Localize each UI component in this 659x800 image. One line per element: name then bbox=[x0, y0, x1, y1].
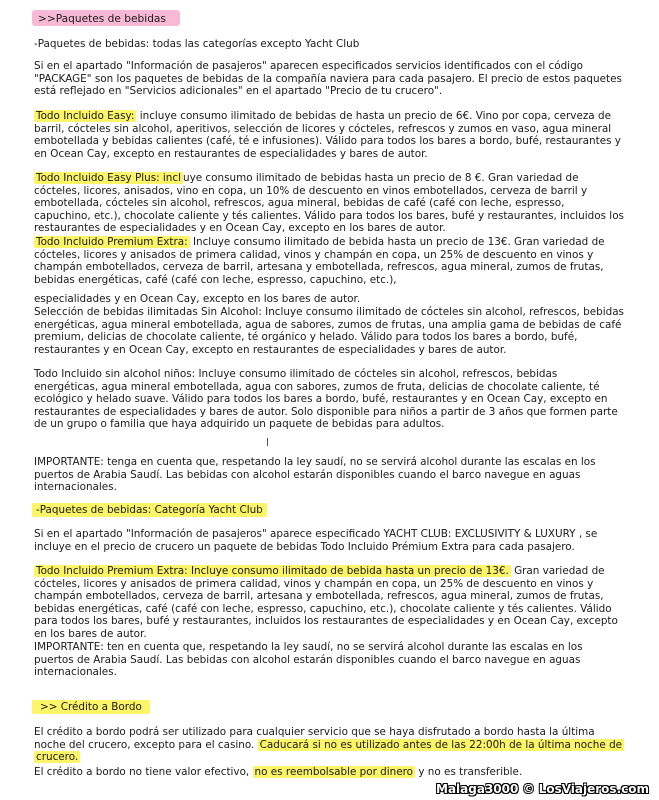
premium-continuation bbox=[34, 293, 624, 306]
credit-paragraph-2 bbox=[34, 766, 624, 779]
credit-refund-highlight: no es reembolsable por dinero bbox=[254, 766, 414, 778]
credit-text-b-end: y no es transferible. bbox=[415, 766, 523, 778]
credit-text-b: El crédito a bordo no tiene valor efectivo, bbox=[34, 766, 253, 778]
subheading-all-categories bbox=[34, 38, 624, 51]
yacht-club-intro-text: Si en el apartado "Información de pasajeros" aparece especificado YACHT CLUB: EXCLUSIVITY & LUXURY , se incluye en el precio de crucero un paquete de bebidas Todo Incluido Prémium Extra para cada pasajero. bbox=[34, 528, 598, 553]
yacht-club-heading: -Paquetes de bebidas: Categoría Yacht Club bbox=[32, 503, 267, 517]
package-easy bbox=[34, 110, 624, 160]
premium-text: Incluye consumo ilimitado de bebida hasta un precio de 13€. Gran variedad de cócteles, licores y anisados de primera calidad, vinos y champán en copa, un 25% de descuento en vinos y champán embotellados, cerveza de barril, artesana y embotellada, refrescos, agua mineral, zumos de frutas, bebidas energéticas, café (café con leche, espresso, capuchino, etc.), bbox=[34, 236, 605, 286]
credit-paragraph bbox=[34, 726, 624, 764]
yacht-premium-text: Gran variedad de cócteles, licores y anisados de primera calidad, vinos y champán en copa, un 25% de descuento en vinos y champán embotellados, cerveza de barril, artesana y embotellada, refrescos, agua mineral, zumos de frutas, bebidas energéticas, café (café con leche, espresso, capuchino, etc.), chocolate caliente y tés calientes. Válido para todos los bares, bufé y restaurantes, incluidos los restaurantes de especialidades y en Ocean Cay, excepto en los bares de autor. bbox=[34, 565, 618, 640]
scan-mark bbox=[267, 438, 268, 446]
important-2-text: IMPORTANTE: ten en cuenta que, respetando la ley saudí, no se servirá alcohol durante las escalas en los puertos de Arabia Saudí. Las bebidas con alcohol estarán disponibles cuando el barco navegue en aguas internacionales. bbox=[34, 641, 583, 679]
intro-paragraph bbox=[34, 60, 624, 98]
easy-label: Todo Incluido Easy: bbox=[36, 110, 135, 122]
yacht-premium-label: Todo Incluido Premium Extra: Incluye consumo ilimitado de bebida hasta un precio de 13€. bbox=[36, 565, 509, 577]
premium-label: Todo Incluido Premium Extra: bbox=[36, 236, 188, 248]
yacht-club-premium bbox=[34, 565, 624, 641]
section-heading-drinks: >>Paquetes de bebidas bbox=[38, 13, 166, 25]
easy-plus-text: uye consumo ilimitado de bebidas hasta un precio de 8 €. Gran variedad de cócteles, licores, anisados, vino en copa, un 10% de descuento en vinos embotellados, cerveza de barril y embotellada, cócteles sin alcohol, refrescos, agua mineral, bebidas de café (café con leche, espresso, capuchino, etc.), chocolate caliente y tés calientes. Válido para todos los bares, bufé y restaurantes, incluidos los restaurantes de especialidades y en Ocean Cay, excepto en los bares de autor. bbox=[34, 172, 624, 235]
important-1-text: IMPORTANTE: tenga en cuenta que, respetando la ley saudí, no se servirá alcohol durante las escalas en los puertos de Arabia Saudí. Las bebidas con alcohol estarán disponibles cuando el barco navegue en aguas internacionales. bbox=[34, 456, 596, 494]
important-note-1 bbox=[34, 456, 624, 494]
section-heading-credit bbox=[32, 701, 622, 714]
easy-plus-label: Todo Incluido Easy Plus: incl bbox=[36, 172, 181, 184]
credit-text-a: El crédito a bordo podrá ser utilizado para cualquier servicio que se haya disfrutado a bordo hasta la última noche del crucero, excepto para el casino. bbox=[34, 726, 595, 751]
credit-heading: >> Crédito a Bordo bbox=[32, 700, 150, 714]
credit-expiry-highlight: Caducará si no es utilizado antes de las 22:00h de la última noche de crucero. bbox=[36, 738, 623, 764]
package-premium-extra bbox=[34, 236, 624, 286]
intro-text: Si en el apartado "Información de pasajeros" aparecen especificados servicios identificados con el código "PACKAGE" son los paquetes de bebidas de la compañía naviera para cada pasajero. El precio de estos paquetes está reflejado en "Servicios adicionales" en el apartado "Precio de tu crucero". bbox=[34, 60, 622, 98]
premium-cont-text: especialidades y en Ocean Cay, excepto en los bares de autor. bbox=[34, 293, 361, 305]
section-heading-yacht-club bbox=[32, 504, 622, 517]
package-kids bbox=[34, 368, 624, 431]
easy-text: incluye consumo ilimitado de bebidas de hasta un precio de 6€. Vino por copa, cerveza de barril, cócteles sin alcohol, aperitivos, selección de licores y cócteles, refrescos y zumos en vaso, agua mineral embotellada y bebidas calientes (café, té e infusiones). Válido para todos los bares a bordo, bufé, restaurantes y en Ocean Cay, excepto en restaurantes de especialidades y bares de autor. bbox=[34, 110, 621, 160]
no-alcohol-text: Selección de bebidas ilimitadas Sin Alcohol: Incluye consumo ilimitado de cócteles sin alcohol, refrescos, bebidas energéticas, agua mineral embotellada, agua de sabores, zumos de frutas, una amplia gama de bebidas de café premium, delicias de chocolate caliente, té orgánico y helado. Válido para todos los bares a bordo, bufé, restaurantes y en Ocean Cay, excepto en restaurantes de especialidades y bares de autor. bbox=[34, 306, 624, 356]
package-easy-plus bbox=[34, 172, 624, 235]
important-note-2 bbox=[34, 641, 624, 679]
package-no-alcohol bbox=[34, 306, 624, 356]
yacht-club-intro bbox=[34, 528, 624, 553]
kids-text: Todo Incluido sin alcohol niños: Incluye consumo ilimitado de cócteles sin alcohol, refrescos, bebidas energéticas, agua mineral embotellada, agua con sabores, zumos de fruta, delicias de chocolate caliente, té ecológico y helado suave. Válido para todos los bares a bordo, bufé, restaurantes y en Ocean Cay, excepto en restaurantes de especialidades y bares de autor. Solo disponible para niños a partir de 3 años que formen parte de un grupo o familia que haya adquirido un paquete de bebidas para adultos. bbox=[34, 368, 618, 431]
subheading-text: -Paquetes de bebidas: todas las categorías excepto Yacht Club bbox=[34, 38, 360, 50]
site-watermark: Malaga3000 © LosViajeros.com bbox=[436, 782, 649, 796]
